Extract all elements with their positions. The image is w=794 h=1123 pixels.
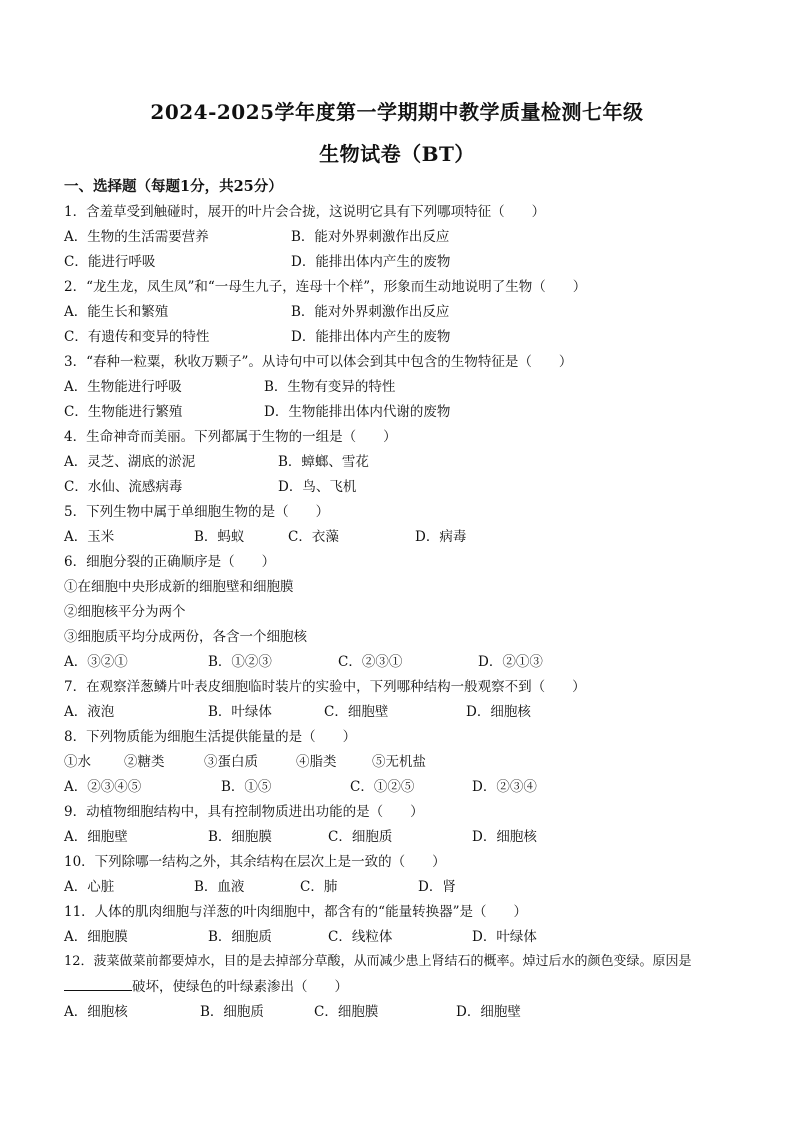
statement-item: ①在细胞中央形成新的细胞壁和细胞膜 xyxy=(64,579,294,595)
option: B．生物有变异的特性 xyxy=(264,379,396,395)
option-row xyxy=(64,250,744,270)
option-row xyxy=(64,225,744,245)
question-stem: 5．下列生物中属于单细胞生物的是（ ） xyxy=(64,504,330,520)
option: D．鸟、飞机 xyxy=(278,479,357,495)
option: D．细胞核 xyxy=(472,829,537,845)
option-row xyxy=(64,925,744,945)
option-row xyxy=(64,775,744,795)
option-row xyxy=(64,300,744,320)
option: A．细胞壁 xyxy=(64,829,128,845)
option: C．衣藻 xyxy=(288,529,339,545)
option-row xyxy=(64,475,744,495)
question-stem: 6．细胞分裂的正确顺序是（ ） xyxy=(64,554,276,570)
option: C．肺 xyxy=(300,879,338,895)
option: D．肾 xyxy=(418,879,456,895)
option: C．②③① xyxy=(338,654,403,670)
option: B．蟑螂、雪花 xyxy=(278,454,369,470)
exam-title: 2024-2025学年度第一学期期中教学质量检测七年级 xyxy=(150,100,644,124)
option: A．液泡 xyxy=(64,704,115,720)
option: B．能对外界刺激作出反应 xyxy=(291,304,450,320)
option: A．细胞膜 xyxy=(64,929,128,945)
option: B．能对外界刺激作出反应 xyxy=(291,229,450,245)
option: A．心脏 xyxy=(64,879,115,895)
option: C．①②⑤ xyxy=(350,779,415,795)
option-row xyxy=(64,325,744,345)
option: C．生物能进行繁殖 xyxy=(64,404,183,420)
option: B．细胞质 xyxy=(200,1004,264,1020)
option: A．生物能进行呼吸 xyxy=(64,379,182,395)
question-stem: 11．人体的肌肉细胞与洋葱的叶肉细胞中，都含有的“能量转换器”是（ ） xyxy=(64,904,527,920)
statement-row xyxy=(64,750,744,770)
option: D．细胞壁 xyxy=(456,1004,521,1020)
option: A．玉米 xyxy=(64,529,115,545)
option: B．①②③ xyxy=(208,654,272,670)
statement-item: ②细胞核平分为两个 xyxy=(64,604,186,620)
option: C．细胞壁 xyxy=(324,704,389,720)
question-stem: 7．在观察洋葱鳞片叶表皮细胞临时装片的实验中，下列哪种结构一般观察不到（ ） xyxy=(64,679,586,695)
statement-item: ③细胞质平均分成两份，各含一个细胞核 xyxy=(64,629,307,645)
option: D．叶绿体 xyxy=(472,929,537,945)
option-row xyxy=(64,875,744,895)
option: A．②③④⑤ xyxy=(64,779,142,795)
statement-item: ④脂类 xyxy=(296,754,337,770)
option-row xyxy=(64,700,744,720)
option: D．细胞核 xyxy=(466,704,531,720)
option: A．灵芝、湖底的淤泥 xyxy=(64,454,196,470)
option: B．细胞膜 xyxy=(208,829,272,845)
statement-item: ②糖类 xyxy=(124,754,165,770)
statement-item: ③蛋白质 xyxy=(204,754,258,770)
option-row xyxy=(64,825,744,845)
option: C．细胞膜 xyxy=(314,1004,379,1020)
option: D．能排出体内产生的废物 xyxy=(291,254,451,270)
option: C．水仙、流感病毒 xyxy=(64,479,183,495)
question-stem-continued xyxy=(64,975,348,995)
question-stem: 4．生命神奇而美丽。下列都属于生物的一组是（ ） xyxy=(64,429,397,445)
question-stem: 2．“龙生龙，凤生凤”和“一母生九子，连母十个样”，形象而生动地说明了生物（ ） xyxy=(64,279,587,295)
option: A．能生长和繁殖 xyxy=(64,304,169,320)
option-row xyxy=(64,650,744,670)
question-stem: 1．含羞草受到触碰时，展开的叶片会合拢，这说明它具有下列哪项特征（ ） xyxy=(64,204,546,220)
option-row xyxy=(64,450,744,470)
option: B．血液 xyxy=(194,879,245,895)
section-heading: 一、选择题（每题1分，共25分） xyxy=(64,178,283,195)
option: B．蚂蚁 xyxy=(194,529,245,545)
option: D．病毒 xyxy=(415,529,467,545)
exam-subtitle: 生物试卷（BT） xyxy=(319,142,475,166)
option: B．叶绿体 xyxy=(208,704,272,720)
option: D．能排出体内产生的废物 xyxy=(291,329,451,345)
question-stem: 9．动植物细胞结构中，具有控制物质进出功能的是（ ） xyxy=(64,804,424,820)
option: B．细胞质 xyxy=(208,929,272,945)
statement-item: ①水 xyxy=(64,754,91,770)
option-row xyxy=(64,1000,744,1020)
answer-blank xyxy=(64,976,132,991)
option: D．生物能排出体内代谢的废物 xyxy=(264,404,451,420)
option: C．有遗传和变异的特性 xyxy=(64,329,210,345)
option: C．细胞质 xyxy=(328,829,393,845)
question-stem: 3．“春种一粒粟，秋收万颗子”。从诗句中可以体会到其中包含的生物特征是（ ） xyxy=(64,354,573,370)
option: A．细胞核 xyxy=(64,1004,128,1020)
statement-item: ⑤无机盐 xyxy=(372,754,426,770)
option: D．②①③ xyxy=(478,654,543,670)
option: A．③②① xyxy=(64,654,128,670)
question-stem: 10．下列除哪一结构之外，其余结构在层次上是一致的（ ） xyxy=(64,854,446,870)
question-stem: 12．菠菜做菜前都要焯水，目的是去掉部分草酸，从而减少患上肾结石的概率。焯过后水的颜色变绿。原因是 xyxy=(64,954,692,969)
option: C．能进行呼吸 xyxy=(64,254,156,270)
option-row xyxy=(64,400,744,420)
option: C．线粒体 xyxy=(328,929,393,945)
question-stem: 8．下列物质能为细胞生活提供能量的是（ ） xyxy=(64,729,357,745)
option: A．生物的生活需要营养 xyxy=(64,229,209,245)
option: D．②③④ xyxy=(472,779,537,795)
option: B．①⑤ xyxy=(221,779,272,795)
option-row xyxy=(64,375,744,395)
stem-continuation-text: 破坏，使绿色的叶绿素渗出（ ） xyxy=(132,979,348,995)
option-row xyxy=(64,525,744,545)
